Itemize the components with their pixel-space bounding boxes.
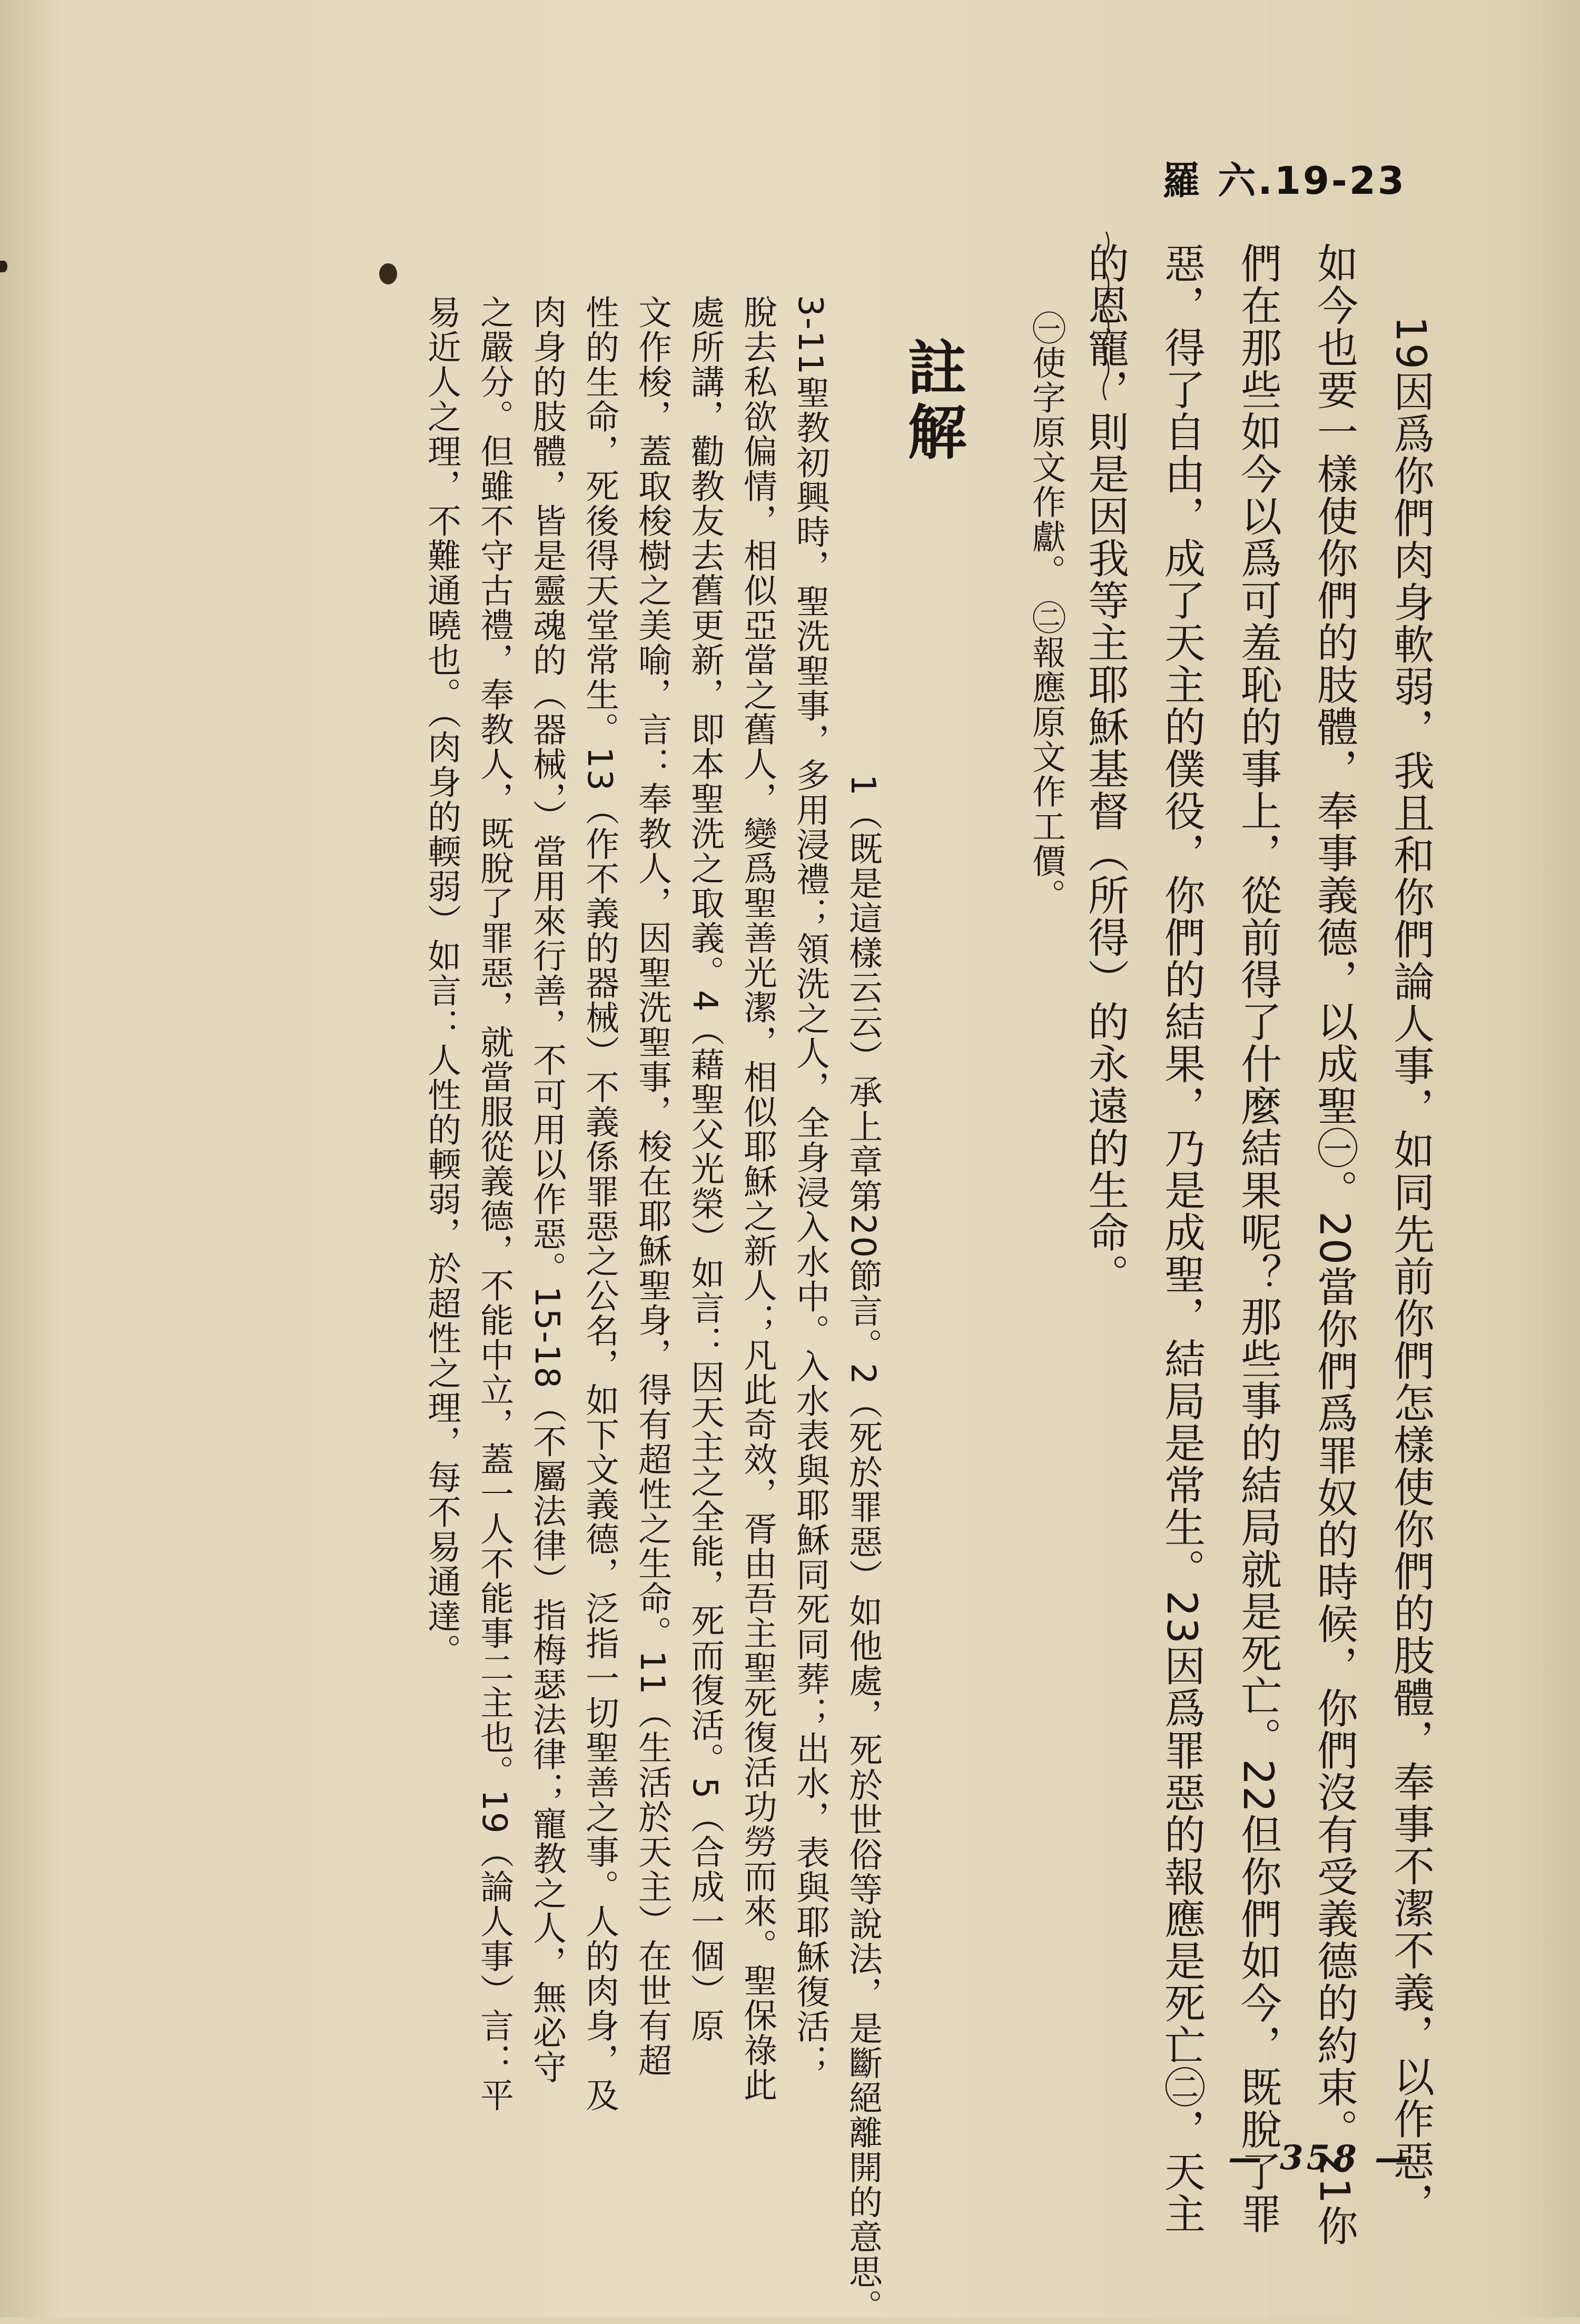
note-column-5: 文作梭，蓋取梭樹之美喻，言：奉教人，因聖洗聖事，梭在耶穌聖身，得有超性之生命。11（生活於天主）在世有超	[633, 295, 671, 2078]
running-header: 羅 六.19-23	[1162, 159, 1406, 203]
page-edge-mark	[0, 261, 7, 272]
note-column-4: 處所講，勸教友去舊更新，即本聖洗之取義。4（藉聖父光榮）如言：因天主之全能，死而復活。5（合成一個）原	[685, 295, 724, 2043]
note-column-3: 脫去私欲偏情，相似亞當之舊人，變爲聖善光潔，相似耶穌之新人；凡此奇效，胥由吾主聖死復活功勞而來。聖保祿此	[738, 295, 777, 2102]
note-column-8: 之嚴分。但雖不守古禮，奉教人，既脫了罪惡，就當服從義德，不能中立，蓋一人不能事二主也。19（論人事）言：平	[475, 295, 514, 2113]
note-column-9: 易近人之理，不難通曉也。（肉身的輭弱）如言：人性的輭弱，於超性之理，每不易通達。	[422, 295, 461, 1668]
ink-spot	[379, 263, 397, 284]
note-column-1: 1（既是這樣云云）承上章第20節言。2（死於罪惡）如他處，死於世俗等說法，是斷絕離開的意思。	[843, 774, 882, 2324]
note-column-6: 性的生命，死後得天堂常生。13（作不義的器械）不義係罪惡之公名，如下文義德，泛指一切聖善之事。人的肉身，及	[580, 295, 619, 2113]
page-number: — 358 —	[1228, 2138, 1411, 2178]
verse-column-4: 惡，得了自由，成了天主的僕役，你們的結果，乃是成聖，結局是常生。23因爲罪惡的報應是死亡㊁，天主	[1158, 242, 1205, 2235]
notes-title: 註解	[898, 337, 966, 466]
verse-column-2: 如今也要一樣使你們的肢體，奉事義德，以成聖㊀。20當你們爲罪奴的時候，你們沒有受義德的約束。21你	[1310, 242, 1358, 2247]
verse-footnotes: ㊀使字原文作獻。 ㊁報應原文作工價。	[1026, 311, 1065, 914]
verse-column-3: 們在那些如今以爲可羞恥的事上，從前得了什麼結果呢？那些事的結局就是死亡。22但你們如今，既脫了罪	[1234, 242, 1281, 2235]
note-column-2: 3-11聖教初興時，聖洗聖事，多用浸禮；領洗之人，全身浸入水中。入水表與耶穌同死同葬；出水，表與耶穌復活；	[791, 295, 829, 2079]
wavy-divider	[1098, 232, 1114, 400]
verse-column-5: 的恩寵，則是因我等主耶穌基督（所得）的永遠的生命。	[1081, 242, 1129, 1295]
note-column-7: 肉身的肢體，皆是靈魂的（器械，）當用來行善，不可用以作惡。15-18（不屬法律）指梅瑟法律；寵教之人，無必守	[527, 295, 566, 2084]
verse-column-1: 19因爲你們肉身軟弱，我且和你們論人事，如同先前你們怎樣使你們的肢體，奉事不潔不義，以作惡，	[1387, 316, 1434, 2224]
